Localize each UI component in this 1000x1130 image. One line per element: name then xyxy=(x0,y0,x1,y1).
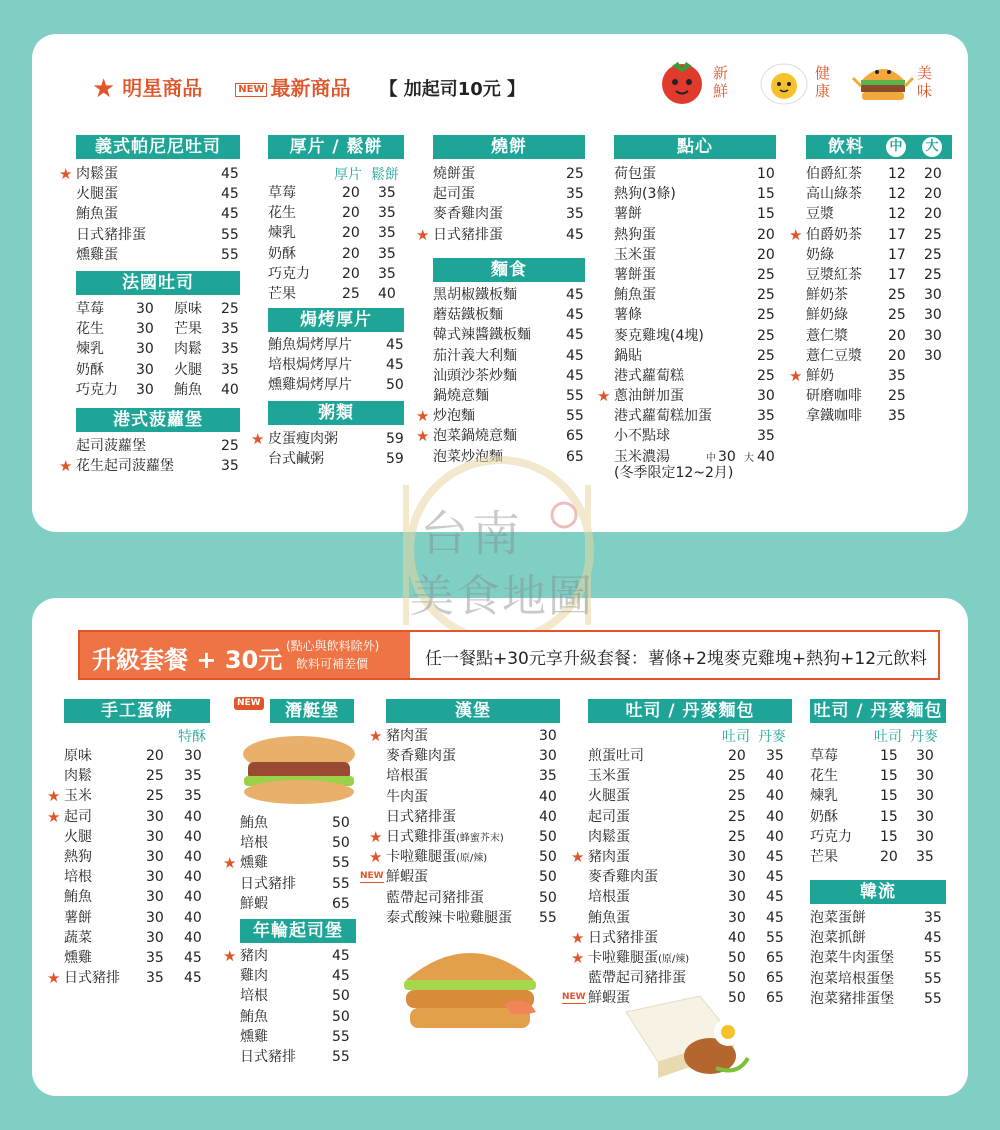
menu-item: 鮮奶綠 25 30 xyxy=(806,307,942,324)
menu-item: 熱狗 30 40 xyxy=(64,848,202,865)
menu-item: ★ 豬肉 45 xyxy=(223,947,350,965)
star-icon: ★ xyxy=(416,427,430,446)
menu-item: 火腿蛋 25 40 xyxy=(588,788,784,805)
menu-item: 薏仁漿 20 30 xyxy=(806,327,942,344)
size-large-badge: 大 xyxy=(922,137,942,157)
menu-item: ★ 卡啦雞腿蛋(原/辣) 50 65 xyxy=(571,948,784,967)
menu-item: 培根 50 xyxy=(240,835,350,852)
menu-item: ★ 炒泡麵 55 xyxy=(416,407,584,426)
star-icon: ★ xyxy=(369,727,383,745)
menu-item: 鮪魚焗烤厚片 45 xyxy=(268,337,404,353)
menu-item: 拿鐵咖啡 35 xyxy=(806,408,906,425)
new-badge: NEW xyxy=(360,871,384,882)
menu-item: 鮪魚 30 40 xyxy=(64,889,202,906)
menu-item: 日式豬排蛋 55 xyxy=(76,226,239,243)
menu-item: 起司菠蘿堡 25 xyxy=(76,438,239,454)
menu-item: 玉米濃湯 中 30 大 40 xyxy=(614,448,775,465)
menu-item: 花生 20 35 xyxy=(268,205,396,222)
menu-item: 藍帶起司豬排蛋 50 xyxy=(386,889,557,906)
menu-item: 煎蛋吐司 20 35 xyxy=(588,748,784,764)
menu-item: 熱狗(3條) 15 xyxy=(614,186,775,203)
menu-item: NEW 鮮蝦蛋 50 xyxy=(360,869,557,886)
section-ring-cheese-burger xyxy=(223,946,356,1067)
menu-item: ★ 豬肉蛋 30 45 xyxy=(571,847,784,866)
section-header-baked-toast: 焗烤厚片 xyxy=(268,308,404,332)
star-icon: ★ xyxy=(789,366,803,385)
section-header-noodles: 麵食 xyxy=(433,258,585,282)
menu-item: ★ 日式雞排蛋(蜂蜜芥末) 50 xyxy=(369,827,557,846)
section-header-panini: 義式帕尼尼吐司 xyxy=(76,135,240,159)
col-label-danish: 丹麥 xyxy=(910,729,938,745)
section-header-toast-danish: 吐司 / 丹麥麵包 xyxy=(588,699,792,723)
menu-item: ★ 燻雞 55 xyxy=(223,854,350,873)
menu-item: 芒果 20 35 xyxy=(810,848,934,865)
section-snacks xyxy=(597,164,776,481)
mascot-text-healthy: 健康 xyxy=(815,64,831,100)
star-icon: ★ xyxy=(571,948,585,967)
star-icon: ★ xyxy=(47,807,61,826)
menu-item: 高山綠茶 12 20 xyxy=(806,186,942,203)
menu-item: 薯餅 15 xyxy=(614,206,775,223)
upgrade-badge xyxy=(80,632,410,678)
watermark-text-line1: 台南 xyxy=(420,506,525,562)
section-burger xyxy=(360,726,560,928)
menu-item: ★ 皮蛋瘦肉粥 59 xyxy=(251,430,404,448)
menu-item: 泡菜蛋餅 35 xyxy=(810,910,942,926)
star-legend-label: 明星商品 xyxy=(122,76,203,100)
new-badge: NEW xyxy=(234,697,264,710)
menu-item: ★ 豬肉蛋 30 xyxy=(369,727,557,745)
section-shaobing xyxy=(416,164,585,245)
star-icon: ★ xyxy=(597,387,611,406)
menu-item: 鮪魚蛋 25 xyxy=(614,287,775,304)
section-header-shaobing: 燒餅 xyxy=(433,135,585,159)
section-pineapple-bun xyxy=(59,436,240,476)
section-egg-pancake xyxy=(47,746,210,988)
menu-item: 奶綠 17 25 xyxy=(806,246,942,263)
menu-item: 泡菜培根蛋堡 55 xyxy=(810,970,942,987)
menu-item: 草莓 15 30 xyxy=(810,748,934,764)
star-icon: ★ xyxy=(571,928,585,947)
menu-item: 肉鬆 25 35 xyxy=(64,768,202,785)
legend-row xyxy=(92,72,525,102)
menu-item: ★ 日式豬排蛋 40 55 xyxy=(571,928,784,947)
menu-item: 花生 15 30 xyxy=(810,768,934,785)
menu-item: ★ 日式豬排蛋 45 xyxy=(416,225,584,244)
section-header-ring-cheese-burger: 年輪起司堡 xyxy=(240,919,356,943)
menu-item: 日式豬排 55 xyxy=(240,1048,350,1065)
menu-item: ★ 蔥油餅加蛋 30 xyxy=(597,387,775,406)
section-drinks xyxy=(789,164,952,426)
star-icon: ★ xyxy=(369,848,383,867)
section-toast-danish-sweet xyxy=(810,746,946,867)
section-header-burger: 漢堡 xyxy=(386,699,560,723)
seasonal-note: (冬季限定12~2月) xyxy=(614,464,734,481)
col-label-waffle: 鬆餅 xyxy=(371,167,399,183)
menu-item: 泡菜牛肉蛋堡 55 xyxy=(810,950,942,967)
star-icon: ★ xyxy=(59,457,73,476)
mascot-text-fresh: 新鮮 xyxy=(713,64,729,100)
star-icon: ★ xyxy=(251,430,265,448)
burger-image xyxy=(400,936,540,1036)
menu-item: 薏仁豆漿 20 30 xyxy=(806,347,942,364)
menu-item: 芒果 25 40 xyxy=(268,285,396,302)
section-header-submarine: 潛艇堡 xyxy=(270,699,354,723)
menu-item: 原味 20 30 xyxy=(64,748,202,764)
section-toast-danish xyxy=(562,746,792,1008)
menu-item: 泡菜炒泡麵 65 xyxy=(433,448,584,465)
section-porridge xyxy=(251,429,404,469)
menu-item: 伯爵紅茶 12 20 xyxy=(806,166,942,182)
menu-item: 燻雞蛋 55 xyxy=(76,246,239,263)
menu-item: 薯餅 30 40 xyxy=(64,909,202,926)
section-panini xyxy=(59,164,240,265)
menu-item: 鍋燒意麵 55 xyxy=(433,387,584,404)
menu-item: 培根 50 xyxy=(240,988,350,1005)
upgrade-drink-note: 飲料可補差價 xyxy=(296,657,369,671)
menu-item: 燻雞 55 xyxy=(240,1028,350,1045)
menu-item: 培根蛋 35 xyxy=(386,768,557,785)
col-label-danish: 丹麥 xyxy=(758,729,786,745)
menu-item: 泡菜抓餅 45 xyxy=(810,930,942,947)
col-label-toast: 吐司 xyxy=(722,729,750,745)
col-label-toast: 吐司 xyxy=(874,729,902,745)
menu-item: 火腿 30 40 xyxy=(64,828,202,845)
section-thick-toast xyxy=(268,183,404,304)
menu-item: 玉米蛋 25 40 xyxy=(588,768,784,785)
menu-item: 巧克力 20 35 xyxy=(268,265,396,282)
toast-sandwich-image xyxy=(618,992,750,1088)
menu-item: 蘑菇鐵板麵 45 xyxy=(433,307,584,324)
section-header-egg-pancake: 手工蛋餅 xyxy=(64,699,210,723)
section-header-toast-danish-sweet: 吐司 / 丹麥麵包 xyxy=(810,699,946,723)
submarine-sandwich-image xyxy=(240,732,358,808)
section-french-toast xyxy=(76,299,240,400)
menu-item: 日式豬排蛋 40 xyxy=(386,808,557,825)
menu-item: 培根蛋 30 45 xyxy=(588,889,784,906)
menu-item: 雞肉 45 xyxy=(240,968,350,985)
section-noodles xyxy=(416,285,585,467)
menu-item: NEW 鮮蝦蛋 50 65 xyxy=(562,990,784,1007)
menu-item: 薯條 25 xyxy=(614,307,775,324)
menu-item: 茄汁義大利麵 45 xyxy=(433,347,584,364)
menu-item: 鮪魚蛋 45 xyxy=(76,206,239,223)
menu-item: 研磨咖啡 25 xyxy=(806,388,906,405)
menu-item: ★ 伯爵奶茶 17 25 xyxy=(789,225,942,244)
menu-item: 麥香雞肉蛋 35 xyxy=(433,206,584,223)
section-header-french-toast: 法國吐司 xyxy=(76,271,240,295)
menu-item: 薯餅蛋 25 xyxy=(614,266,775,283)
upgrade-title: 升級套餐 + 30元 xyxy=(92,646,283,674)
menu-item: 台式鹹粥 59 xyxy=(268,451,404,468)
menu-item: ★ 泡菜鍋燒意麵 65 xyxy=(416,427,584,446)
star-icon: ★ xyxy=(47,969,61,988)
menu-item: 荷包蛋 10 xyxy=(614,166,775,182)
section-header-snacks: 點心 xyxy=(614,135,776,159)
menu-item: 港式蘿蔔糕加蛋 35 xyxy=(614,408,775,425)
menu-item: 燒餅蛋 25 xyxy=(433,166,584,182)
star-icon: ★ xyxy=(47,787,61,806)
menu-item: 培根焗烤厚片 45 xyxy=(268,357,404,374)
menu-item: ★ 起司 30 40 xyxy=(47,807,202,826)
star-icon: ★ xyxy=(789,225,803,244)
menu-item: 泰式酸辣卡啦雞腿蛋 55 xyxy=(386,909,557,926)
upgrade-exclusion-note: (點心與飲料除外) xyxy=(286,639,380,653)
menu-item: 草莓 20 35 xyxy=(268,185,396,201)
watermark-text-line2: 美食地圖 xyxy=(410,571,594,622)
menu-item: 煉乳 15 30 xyxy=(810,788,934,805)
col-label-crispy: 特酥 xyxy=(178,729,206,745)
menu-item: ★ 玉米 25 35 xyxy=(47,787,202,806)
menu-item: 火腿蛋 45 xyxy=(76,186,239,203)
menu-item: 日式豬排 55 xyxy=(240,875,350,892)
tomato-icon xyxy=(656,56,708,106)
star-icon: ★ xyxy=(223,947,237,965)
size-medium-badge: 中 xyxy=(886,137,906,157)
menu-item: 藍帶起司豬排蛋 50 65 xyxy=(588,970,784,987)
menu-item: 鮪魚 50 xyxy=(240,1008,350,1025)
menu-item: 鮮奶茶 25 30 xyxy=(806,287,942,304)
menu-item: 小不點球 35 xyxy=(614,428,775,445)
section-header-korean: 韓流 xyxy=(810,880,946,904)
menu-item: 韓式辣醬鐵板麵 45 xyxy=(433,327,584,344)
menu-item: 麥克雞塊(4塊) 25 xyxy=(614,327,775,344)
upgrade-banner xyxy=(78,630,940,680)
menu-item: 肉鬆蛋 25 40 xyxy=(588,828,784,845)
menu-item: ★ 鮮奶 35 xyxy=(789,366,906,385)
section-header-thick-toast: 厚片 / 鬆餅 xyxy=(268,135,404,159)
menu-item: 煉乳 30 肉鬆 35 xyxy=(76,341,239,358)
new-legend-label: 最新商品 xyxy=(270,76,351,100)
section-header-drinks: 飲料 xyxy=(806,135,952,159)
upgrade-description: 任一餐點+30元享升級套餐：薯條+2塊麥克雞塊+熱狗+12元飲料 xyxy=(425,649,928,669)
menu-item: 草莓 30 原味 25 xyxy=(76,301,239,317)
menu-item: 花生 30 芒果 35 xyxy=(76,321,239,338)
menu-item: 黑胡椒鐵板麵 45 xyxy=(433,287,584,303)
menu-item: 奶酥 30 火腿 35 xyxy=(76,361,239,378)
menu-item: 麥香雞肉蛋 30 45 xyxy=(588,869,784,886)
menu-item: 蔬菜 30 40 xyxy=(64,929,202,946)
menu-item: 汕頭沙茶炒麵 45 xyxy=(433,367,584,384)
menu-item: 煉乳 20 35 xyxy=(268,225,396,242)
menu-item: 泡菜豬排蛋堡 55 xyxy=(810,990,942,1007)
menu-item: 起司蛋 35 xyxy=(433,186,584,203)
menu-item: ★ 肉鬆蛋 45 xyxy=(59,165,239,183)
menu-item: 巧克力 15 30 xyxy=(810,828,934,845)
menu-item: ★ 卡啦雞腿蛋(原/辣) 50 xyxy=(369,848,557,867)
menu-item: 奶酥 15 30 xyxy=(810,808,934,825)
burger-icon xyxy=(852,56,914,108)
menu-item: 鮪魚 50 xyxy=(240,815,350,831)
star-icon: ★ xyxy=(369,827,383,846)
menu-item: 燻雞 35 45 xyxy=(64,949,202,966)
menu-item: 培根 30 40 xyxy=(64,869,202,886)
menu-item: 奶酥 20 35 xyxy=(268,245,396,262)
new-badge: NEW xyxy=(562,992,586,1003)
menu-item: 熱狗蛋 20 xyxy=(614,226,775,243)
menu-item: 起司蛋 25 40 xyxy=(588,808,784,825)
star-icon: ★ xyxy=(59,165,73,183)
menu-item: 牛肉蛋 40 xyxy=(386,788,557,805)
menu-item: 玉米蛋 20 xyxy=(614,246,775,263)
egg-icon xyxy=(758,58,810,106)
menu-item: 鍋貼 25 xyxy=(614,347,775,364)
star-icon: ★ xyxy=(571,847,585,866)
menu-item: ★ 花生起司菠蘿堡 35 xyxy=(59,457,239,476)
cheese-note: 【 加起司10元 】 xyxy=(379,79,526,100)
section-header-pineapple-bun: 港式菠蘿堡 xyxy=(76,408,240,432)
col-label-thick: 厚片 xyxy=(334,167,362,183)
menu-item: 麥香雞肉蛋 30 xyxy=(386,748,557,765)
menu-item: 鮪魚蛋 30 45 xyxy=(588,909,784,926)
menu-item: 鮮蝦 65 xyxy=(240,895,350,912)
section-baked-toast xyxy=(268,335,404,396)
new-badge: NEW xyxy=(235,83,267,97)
menu-item: 港式蘿蔔糕 25 xyxy=(614,367,775,384)
star-icon: ★ xyxy=(223,854,237,873)
menu-item: 豆漿 12 20 xyxy=(806,206,942,223)
mascot-text-tasty: 美味 xyxy=(917,64,933,100)
menu-item: 豆漿紅茶 17 25 xyxy=(806,266,942,283)
menu-item: 燻雞焗烤厚片 50 xyxy=(268,377,404,394)
section-header-porridge: 粥類 xyxy=(268,401,404,425)
menu-item: 巧克力 30 鮪魚 40 xyxy=(76,381,239,398)
section-korean xyxy=(810,908,946,1009)
section-submarine xyxy=(223,813,352,914)
star-icon: ★ xyxy=(416,407,430,426)
star-icon: ★ xyxy=(416,225,430,244)
star-icon: ★ xyxy=(92,74,116,104)
menu-item: ★ 日式豬排 35 45 xyxy=(47,969,202,988)
